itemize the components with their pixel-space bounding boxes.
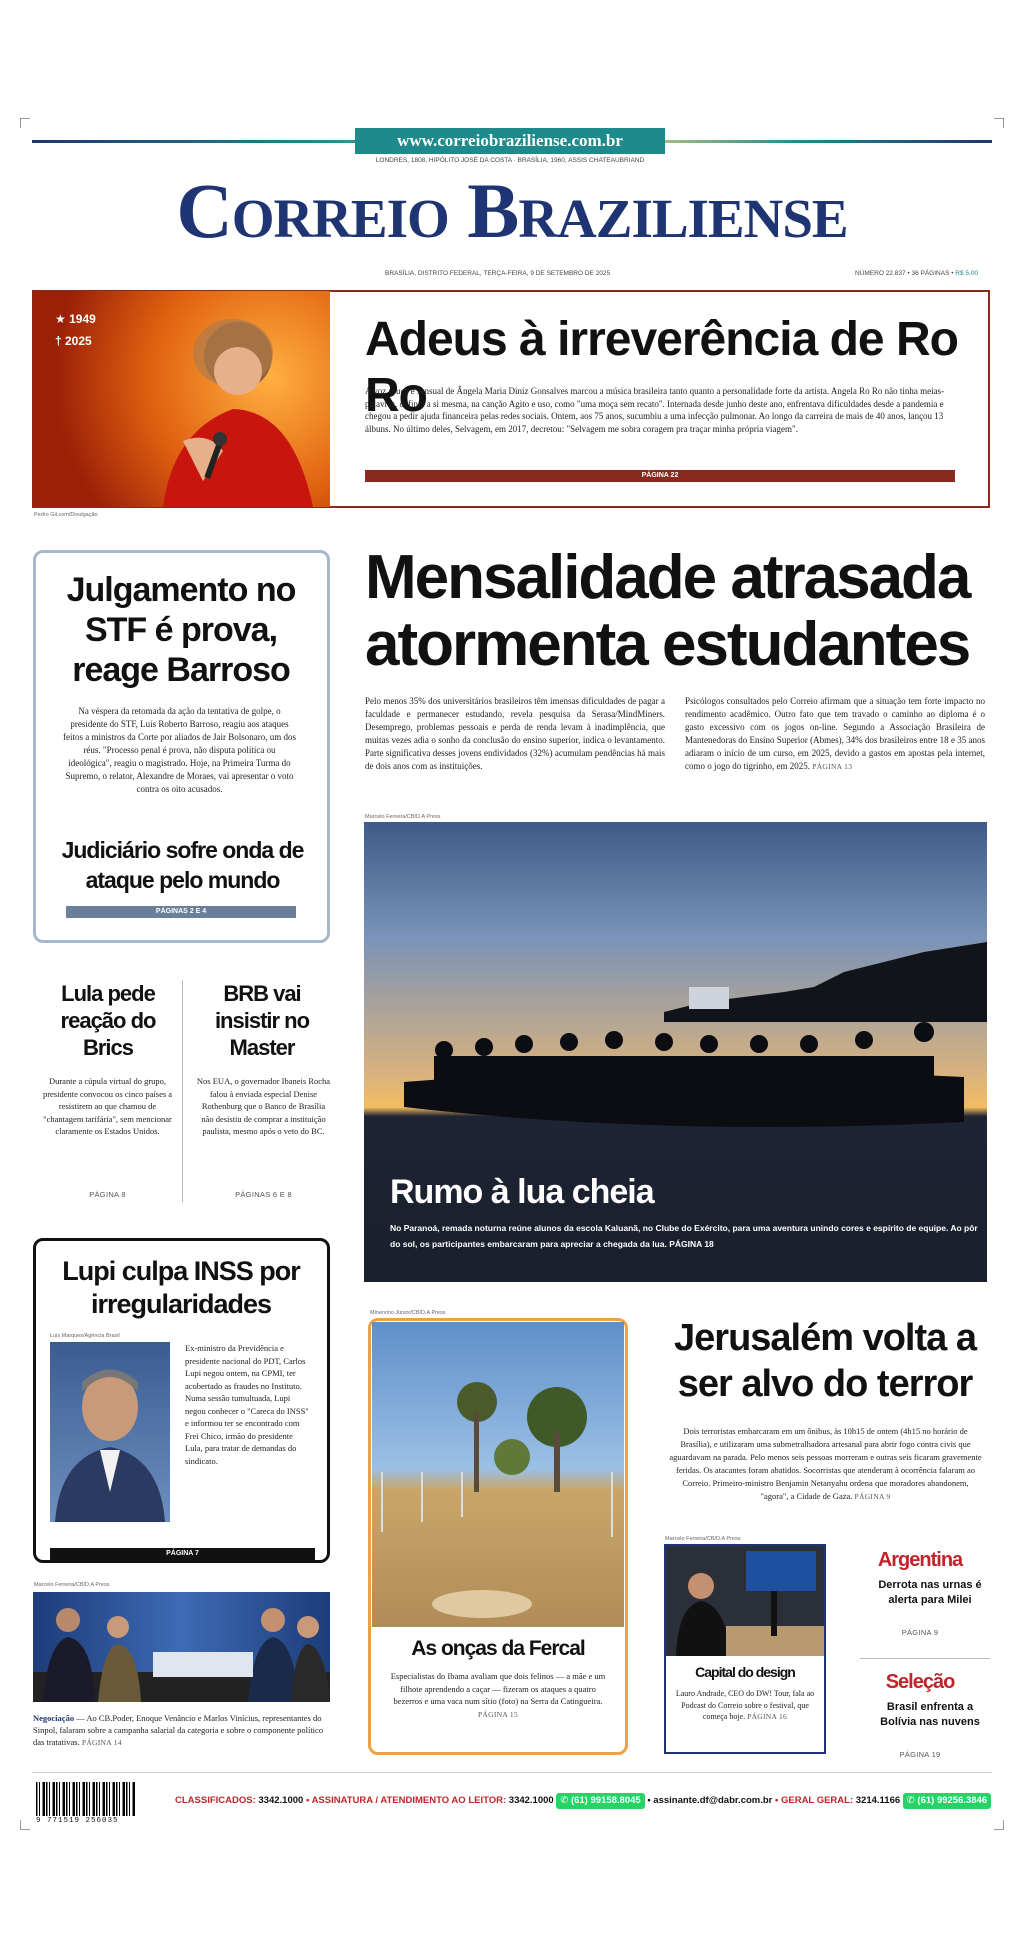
roro-credit: Pedro Gil.com/Divulgação bbox=[34, 512, 98, 518]
design-text: Lauro Andrade, CEO do DW! Tour, fala ao Podcast do Correio sobre o festival, que começa hoje. PÁGINA 16 bbox=[675, 1689, 815, 1721]
barcode bbox=[36, 1782, 136, 1816]
assinatura-label: • ASSINATURA / ATENDIMENTO AO LEITOR: bbox=[305, 1795, 507, 1806]
crop-mark-bottom-right bbox=[994, 1820, 1004, 1830]
footer-rule bbox=[32, 1772, 992, 1773]
lupi-headline[interactable]: Lupi culpa INSS por irregularidades bbox=[62, 1256, 300, 1319]
negociacao-label: Negociação bbox=[33, 1713, 75, 1723]
selecao-kicker: Seleção bbox=[885, 1671, 955, 1693]
lua-text: No Paranoá, remada noturna reúne alunos da escola Kaluanã, no Clube do Exército, para uma aventura unindo cores e espírito de equipe. Ao pôr do sol, os participantes embarcaram para apreciar a chegada da lua. PÁGINA 18 bbox=[390, 1223, 978, 1249]
negociacao-page[interactable]: PÁGINA 14 bbox=[81, 1738, 122, 1747]
oncas-text: Especialistas do Ibama avaliam que dois felinos — a mãe e um filhote aprendendo a caçar — fizeram os ataques a quatro bezerros e uma vaca num sítio (foto) na Serra da Catingueira. PÁGINA 15 bbox=[390, 1671, 606, 1719]
lula-text: Durante a cúpula virtual do grupo, presidente convocou os cinco países a resistirem ao que chamou de "chantagem tarifária", sem mencionar claramente os Estados Unidos. bbox=[42, 1076, 173, 1136]
jerusalem-text: Dois terroristas embarcaram em um ônibus, às 10h15 de ontem (4h15 no horário de Brasília), e utilizaram uma submetralhadora artesanal para abrir fogo contra civis que aguardavam na parada. Pelo menos seis pessoas morreram e outras seis ficaram gravemente feridas. Os atacantes foram abatidos. Socorristas que atenderam à ocorrência falaram ao Correio. Primeiro-ministro Benjamin Netanyahu ordena que moradores abandonem, "agora", a Cidade de Gaza. PÁGINA 9 bbox=[669, 1426, 982, 1501]
mensalidade-headline-2[interactable]: atormenta estudantes bbox=[365, 610, 970, 679]
jerusalem-page[interactable]: PÁGINA 9 bbox=[854, 1492, 891, 1501]
brb-headline[interactable]: BRB vai insistir no Master bbox=[214, 981, 310, 1060]
price: R$ 5,00 bbox=[955, 270, 979, 277]
design-credit: Marcelo Ferreira/CB/D.A Press bbox=[665, 1536, 741, 1542]
design-photo bbox=[666, 1546, 824, 1656]
lupi-credit: Luis Marques/Agência Brasil bbox=[50, 1333, 120, 1339]
lupi-photo bbox=[50, 1342, 170, 1522]
stf-headline[interactable]: Julgamento no STF é prova, reage Barroso bbox=[66, 571, 296, 689]
brb-text: Nos EUA, o governador Ibaneis Rocha falou à enviada especial Denise Rothenburg que o Banco de Brasília não desistiu de comprar a instituição paulista, mesmo após o veto do BC. bbox=[196, 1076, 331, 1136]
argentina-page[interactable]: PÁGINA 9 bbox=[901, 1628, 939, 1637]
lua-page[interactable]: PÁGINA 18 bbox=[669, 1239, 714, 1249]
lupi-page[interactable]: PÁGINA 7 bbox=[50, 1548, 315, 1560]
roro-text: A voz rouca e sensual de Ângela Maria Diniz Gonsalves marcou a música brasileira tanto quanto a personalidade forte da artista. Angela Ro Ro não tinha meias-palavras, definia a si mesma, na canção Agito e uso, como "uma moça sem recato". Internada desde junho deste ano, enfrentava dificuldades desde a pandemia e chegou a pedir ajuda financeira pelas redes sociais. Ontem, aos 75 anos, sucumbiu a uma infecção pulmonar. Ao longo da carreira de mais de 40 anos, lançou 13 álbuns. No último deles, Selvagem, em 2017, decretou: "Selvagem me sobra coragem pra traçar minha própria viagem". bbox=[365, 386, 945, 434]
negociacao-credit: Marcelo Ferreira/CB/D.A Press bbox=[34, 1582, 110, 1588]
stf-sub-headline[interactable]: Judiciário sofre onda de ataque pelo mundo bbox=[61, 837, 304, 893]
roro-headline[interactable]: Adeus à irreverência de Ro Ro bbox=[365, 313, 958, 422]
site-url[interactable]: www.correiobraziliense.com.br bbox=[355, 128, 665, 154]
negociacao-text: Negociação — Ao CB.Poder, Enoque Venâncio e Marlos Vinícius, representantes do Sinpol, falaram sobre a campanha salarial da categoria e sobre o componente político das tratativas. PÁGINA 14 bbox=[33, 1713, 324, 1747]
oncas-photo bbox=[372, 1322, 624, 1627]
email[interactable]: • assinante.df@dabr.com.br bbox=[647, 1795, 773, 1806]
dateline: BRASÍLIA, DISTRITO FEDERAL, TERÇA-FEIRA, 9 DE SETEMBRO DE 2025 bbox=[385, 270, 611, 277]
mensalidade-col-1: Pelo menos 35% dos universitários brasileiros têm imensas dificuldades de pagar a faculdade e permanecer estudando, revela pesquisa da Serasa/MindMiners. Desemprego, problemas pessoais e perda de renda levam à inadimplência, que muitas vezes adia o sonho da conclusão do ensino superior, indica o levantamento. Parte significativa desses jovens endividados (32%) acumulam pendências há mais de dois anos com as instituições. bbox=[365, 696, 665, 771]
oncas-page[interactable]: PÁGINA 15 bbox=[478, 1709, 518, 1719]
selecao-text[interactable]: Brasil enfrenta a Bolívia nas nuvens bbox=[880, 1701, 980, 1728]
classificados-label: CLASSIFICADOS: bbox=[175, 1795, 256, 1806]
crop-mark-bottom-left bbox=[20, 1820, 30, 1830]
selecao-page[interactable]: PÁGINA 19 bbox=[899, 1750, 941, 1759]
oncas-headline[interactable]: As onças da Fercal bbox=[411, 1637, 585, 1660]
whatsapp-badge-2[interactable]: ✆ (61) 99256.3846 bbox=[903, 1793, 991, 1809]
assinatura-phone[interactable]: 3342.1000 bbox=[508, 1795, 554, 1806]
geral-phone[interactable]: 3214.1166 bbox=[855, 1795, 901, 1806]
roro-birth: ★ 1949 bbox=[55, 312, 96, 326]
brb-page[interactable]: PÁGINAS 6 E 8 bbox=[235, 1190, 292, 1199]
lula-page[interactable]: PÁGINA 8 bbox=[89, 1190, 126, 1199]
mensalidade-headline-1[interactable]: Mensalidade atrasada bbox=[365, 543, 970, 612]
stf-page[interactable]: PÁGINAS 2 E 4 bbox=[66, 906, 296, 918]
design-headline[interactable]: Capital do design bbox=[695, 1664, 795, 1680]
lua-headline[interactable]: Rumo à lua cheia bbox=[390, 1173, 654, 1211]
lula-headline[interactable]: Lula pede reação do Brics bbox=[60, 981, 156, 1060]
crop-mark-top-right bbox=[994, 118, 1004, 128]
footer-contacts bbox=[175, 1793, 988, 1809]
crop-mark-top-left bbox=[20, 118, 30, 128]
mensalidade-col-2: Psicólogos consultados pelo Correio afirmam que a situação tem forte impacto no rendimento acadêmico. Outro fato que tem travado o caminho ao diploma é o gasto excessivo com os jogos on-line. Segundo a Associação Brasileira de Mantenedoras do Ensino Superior (Abmes), 34% dos brasileiros entre 18 e 35 anos adiaram o início de um curso, em 2025, devido a gastos em apostas pela internet, como o jogo do tigrinho, em 2025. PÁGINA 13 bbox=[685, 696, 985, 771]
founders-line: LONDRES, 1808, HIPÓLITO JOSÉ DA COSTA · BRASÍLIA, 1960, ASSIS CHATEAUBRIAND bbox=[375, 157, 645, 164]
roro-death: † 2025 bbox=[55, 334, 92, 348]
argentina-text[interactable]: Derrota nas urnas é alerta para Milei bbox=[878, 1579, 982, 1606]
roro-page[interactable]: PÁGINA 22 bbox=[365, 470, 955, 482]
classificados-phone[interactable]: 3342.1000 bbox=[258, 1795, 304, 1806]
oncas-credit: Minervino Júnior/CB/D.A Press bbox=[370, 1310, 446, 1316]
roro-dates bbox=[55, 308, 96, 352]
argentina-kicker: Argentina bbox=[877, 1549, 963, 1571]
lua-photo bbox=[364, 822, 987, 1282]
masthead-title: Correio Braziliense bbox=[176, 167, 848, 254]
side-divider bbox=[860, 1658, 990, 1659]
jerusalem-headline[interactable]: Jerusalém volta a ser alvo do terror bbox=[674, 1317, 976, 1405]
geral-label: • GERAL GERAL: bbox=[775, 1795, 854, 1806]
column-divider bbox=[182, 980, 183, 1202]
negociacao-photo bbox=[33, 1592, 330, 1702]
lua-credit: Marcelo Ferreira/CB/D.A Press bbox=[365, 814, 441, 820]
design-page[interactable]: PÁGINA 16 bbox=[747, 1712, 788, 1721]
lupi-text: Ex-ministro da Previdência e presidente nacional do PDT, Carlos Lupi negou ontem, na CPMI, ter acobertado as fraudes no Instituto. Numa sessão tumultuada, Lupi negou conhecer o "Careca do INSS" e informou ter se encontrado com Frei Chico, irmão do presidente Lula, para tratar de demandas do sindicato. bbox=[185, 1343, 309, 1466]
stf-text: Na véspera da retomada da ação da tentativa de golpe, o presidente do STF, Luís Roberto Barroso, reagiu aos ataques feitos a ministros da Corte por aliados de Jair Bolsonaro, um dos réus. "Processo penal é prova, não disputa política ou ideológica", reagiu o magistrado. Hoje, na Primeira Turma do Supremo, o relator, Alexandre de Moraes, vai apresentar o voto contra os oito acusados. bbox=[63, 706, 296, 794]
issue-number: NÚMERO 22.837 • 36 PÁGINAS • R$ 5,00 bbox=[855, 270, 979, 277]
barcode-number: 9 771519 256035 bbox=[36, 1817, 119, 1825]
whatsapp-badge-1[interactable]: ✆ (61) 99158.8045 bbox=[556, 1793, 644, 1809]
mensalidade-page[interactable]: PÁGINA 13 bbox=[812, 762, 853, 771]
